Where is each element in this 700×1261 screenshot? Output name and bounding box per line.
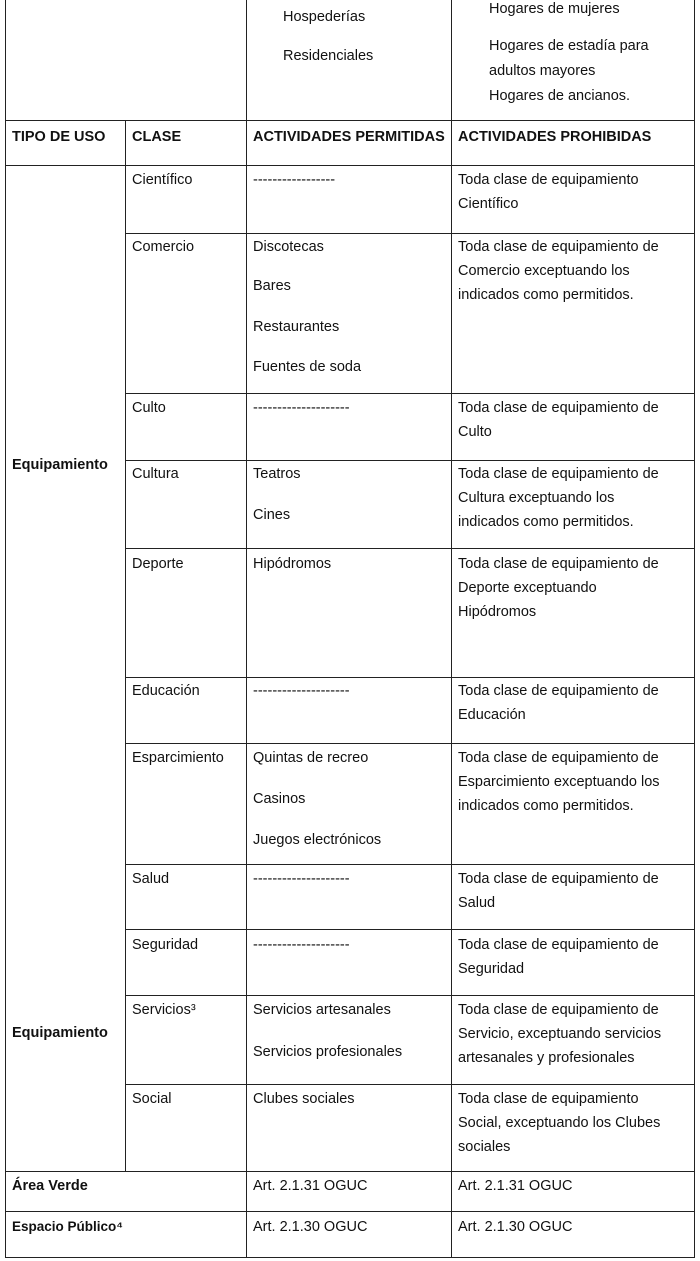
prohibida-line: indicados como permitidos. [458, 798, 634, 814]
column-divider-clase [125, 120, 126, 1171]
prohibida-line: Salud [458, 895, 496, 911]
prohibida-line: Comercio exceptuando los [458, 263, 630, 279]
prohibida-line: Toda clase de equipamiento de [458, 937, 659, 953]
tipo-espacio-publico: Espacio Público⁴ [12, 1219, 123, 1234]
prohibida-line: Servicio, exceptuando servicios [458, 1026, 662, 1042]
prohibida-line: Culto [458, 424, 492, 440]
prohibida-line: Toda clase de equipamiento de [458, 871, 659, 887]
espacio-publico-prohibidas: Art. 2.1.30 OGUC [458, 1219, 573, 1235]
clase-social: Social [132, 1091, 172, 1107]
table-border-right [694, 0, 695, 1258]
area-verde-prohibidas: Art. 2.1.31 OGUC [458, 1178, 573, 1194]
table-border-left [5, 0, 6, 1258]
row-line [125, 548, 695, 549]
area-verde-permitidas: Art. 2.1.31 OGUC [253, 1178, 368, 1194]
permitida-item: -------------------- [253, 871, 350, 887]
clase-cientifico: Científico [132, 172, 193, 188]
top-prohibidas-2: adultos mayores [489, 63, 596, 79]
row-line [125, 233, 695, 234]
permitida-item: Servicios profesionales [253, 1044, 403, 1060]
clase-educacion: Educación [132, 683, 200, 699]
clase-servicios: Servicios³ [132, 1002, 196, 1018]
prohibida-line: Hipódromos [458, 604, 537, 620]
permitida-item: Juegos electrónicos [253, 832, 382, 848]
prohibida-line: Toda clase de equipamiento de [458, 239, 659, 255]
header-tipo: TIPO DE USO [12, 129, 106, 145]
top-permitidas-0: Hospederías [283, 9, 366, 25]
prohibida-line: Educación [458, 707, 526, 723]
top-permitidas-1: Residenciales [283, 48, 374, 64]
row-line [125, 995, 695, 996]
permitida-item: Hipódromos [253, 556, 332, 572]
clase-salud: Salud [132, 871, 170, 887]
permitida-item: ----------------- [253, 172, 336, 188]
prohibida-line: indicados como permitidos. [458, 514, 634, 530]
clase-culto: Culto [132, 400, 166, 416]
prohibida-line: Toda clase de equipamiento [458, 1091, 639, 1107]
row-line [125, 677, 695, 678]
prohibida-line: Deporte exceptuando [458, 580, 597, 596]
row-line [5, 1257, 695, 1258]
espacio-publico-permitidas: Art. 2.1.30 OGUC [253, 1219, 368, 1235]
top-prohibidas-0: Hogares de mujeres [489, 1, 620, 17]
prohibida-line: Esparcimiento exceptuando los [458, 774, 660, 790]
prohibida-line: Social, exceptuando los Clubes [458, 1115, 661, 1131]
tipo-equipamiento-label: Equipamiento [12, 1025, 108, 1041]
column-divider-prohibidas [451, 0, 452, 1258]
permitida-item: Quintas de recreo [253, 750, 369, 766]
prohibida-line: sociales [458, 1139, 511, 1155]
prohibida-line: Toda clase de equipamiento de [458, 750, 659, 766]
header-clase: CLASE [132, 129, 182, 145]
clase-esparcimiento: Esparcimiento [132, 750, 224, 766]
permitida-item: Fuentes de soda [253, 359, 362, 375]
prohibida-line: Toda clase de equipamiento de [458, 556, 659, 572]
row-line [5, 1171, 695, 1172]
permitida-item: Restaurantes [253, 319, 340, 335]
row-line [125, 460, 695, 461]
permitida-item: -------------------- [253, 937, 350, 953]
row-line [125, 864, 695, 865]
permitida-item: Discotecas [253, 239, 324, 255]
row-line [5, 120, 695, 121]
prohibida-line: Toda clase de equipamiento de [458, 400, 659, 416]
clase-comercio: Comercio [132, 239, 195, 255]
top-prohibidas-3: Hogares de ancianos. [489, 88, 631, 104]
top-prohibidas-1: Hogares de estadía para [489, 38, 649, 54]
prohibida-line: artesanales y profesionales [458, 1050, 635, 1066]
row-line [5, 1211, 695, 1212]
prohibida-line: Cultura exceptuando los [458, 490, 615, 506]
permitida-item: Cines [253, 507, 291, 523]
prohibida-line: indicados como permitidos. [458, 287, 634, 303]
row-line [125, 1084, 695, 1085]
permitida-item: -------------------- [253, 400, 350, 416]
row-line [125, 929, 695, 930]
permitida-item: Bares [253, 278, 291, 294]
permitida-item: -------------------- [253, 683, 350, 699]
prohibida-line: Toda clase de equipamiento de [458, 466, 659, 482]
header-permitidas: ACTIVIDADES PERMITIDAS [253, 129, 445, 145]
row-line [5, 165, 695, 166]
column-divider-permitidas [246, 0, 247, 1258]
prohibida-line: Toda clase de equipamiento de [458, 683, 659, 699]
permitida-item: Teatros [253, 466, 301, 482]
clase-seguridad: Seguridad [132, 937, 199, 953]
tipo-area-verde: Área Verde [12, 1178, 88, 1194]
clase-deporte: Deporte [132, 556, 184, 572]
permitida-item: Clubes sociales [253, 1091, 355, 1107]
prohibida-line: Toda clase de equipamiento de [458, 1002, 659, 1018]
prohibida-line: Científico [458, 196, 519, 212]
prohibida-line: Seguridad [458, 961, 525, 977]
row-line [125, 743, 695, 744]
header-prohibidas: ACTIVIDADES PROHIBIDAS [458, 129, 652, 145]
permitida-item: Servicios artesanales [253, 1002, 391, 1018]
permitida-item: Casinos [253, 791, 306, 807]
row-line [125, 393, 695, 394]
clase-cultura: Cultura [132, 466, 179, 482]
tipo-equipamiento-label: Equipamiento [12, 457, 108, 473]
prohibida-line: Toda clase de equipamiento [458, 172, 639, 188]
